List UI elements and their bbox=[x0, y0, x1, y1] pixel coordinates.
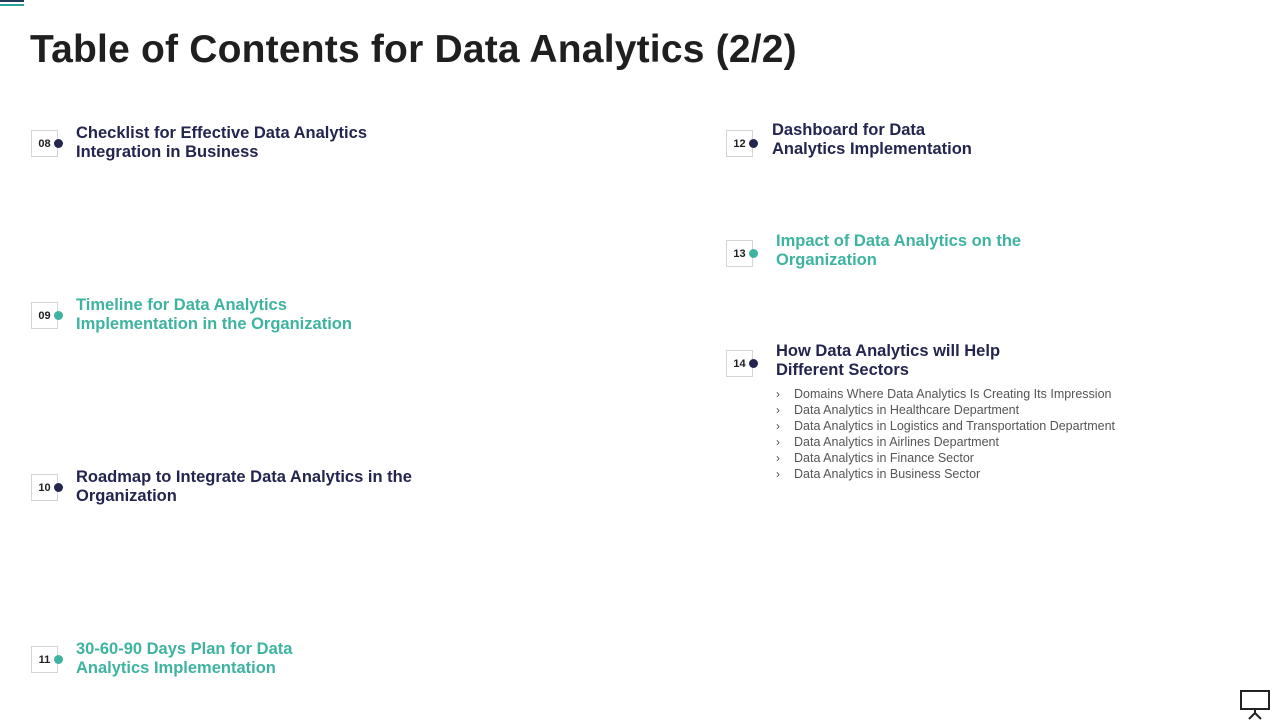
toc-dot bbox=[749, 139, 758, 148]
toc-label-line1: How Data Analytics will Help bbox=[776, 342, 1001, 360]
toc-label-line2: Implementation in the Organization bbox=[76, 315, 352, 333]
chevron-right-icon: › bbox=[776, 435, 780, 449]
toc-dot bbox=[749, 249, 758, 258]
sub-item-label: Data Analytics in Airlines Department bbox=[794, 435, 999, 449]
toc-dot bbox=[54, 483, 63, 492]
sub-item-label: Data Analytics in Logistics and Transportation Department bbox=[794, 419, 1116, 433]
toc-label-line2: Analytics Implementation bbox=[772, 140, 972, 158]
toc-label bbox=[776, 342, 1000, 380]
sub-item-label: Domains Where Data Analytics Is Creating Its Impression bbox=[794, 387, 1112, 401]
toc-dot bbox=[54, 311, 63, 320]
presentation-screen-icon[interactable] bbox=[1239, 688, 1271, 720]
toc-label-line1: Dashboard for Data bbox=[772, 121, 926, 139]
sub-item[interactable] bbox=[776, 418, 1115, 434]
toc-label bbox=[76, 468, 412, 506]
toc-14-subitems bbox=[776, 386, 1115, 482]
chevron-right-icon: › bbox=[776, 467, 780, 481]
toc-number-box: 12 bbox=[726, 130, 753, 157]
sub-item-label: Data Analytics in Business Sector bbox=[794, 467, 981, 481]
toc-number-box: 13 bbox=[726, 240, 753, 267]
toc-label bbox=[776, 232, 1021, 270]
toc-label bbox=[772, 121, 972, 159]
toc-label-line2: Analytics Implementation bbox=[76, 659, 276, 677]
chevron-right-icon: › bbox=[776, 451, 780, 465]
toc-dot bbox=[54, 139, 63, 148]
toc-number-box: 09 bbox=[31, 302, 58, 329]
toc-label-line1: Impact of Data Analytics on the bbox=[776, 232, 1022, 250]
page-title: Table of Contents for Data Analytics (2/2) bbox=[30, 28, 797, 71]
toc-label bbox=[76, 640, 292, 678]
toc-dot bbox=[54, 655, 63, 664]
toc-label-line1: Roadmap to Integrate Data Analytics in the bbox=[76, 468, 412, 486]
sub-item[interactable] bbox=[776, 402, 1115, 418]
toc-number-box: 14 bbox=[726, 350, 753, 377]
toc-label bbox=[76, 124, 367, 162]
chevron-right-icon: › bbox=[776, 419, 780, 433]
toc-label-line2: Organization bbox=[776, 251, 877, 269]
sub-item[interactable] bbox=[776, 466, 1115, 482]
corner-accent-line-dark bbox=[0, 0, 24, 2]
corner-accent bbox=[0, 0, 24, 6]
toc-number-box: 11 bbox=[31, 646, 58, 673]
chevron-right-icon: › bbox=[776, 403, 780, 417]
toc-label-line1: Timeline for Data Analytics bbox=[76, 296, 287, 314]
toc-label bbox=[76, 296, 352, 334]
toc-dot bbox=[749, 359, 758, 368]
toc-number-box: 10 bbox=[31, 474, 58, 501]
sub-item-label: Data Analytics in Healthcare Department bbox=[794, 403, 1020, 417]
sub-item[interactable] bbox=[776, 450, 1115, 466]
corner-accent-line-teal bbox=[0, 4, 24, 6]
toc-label-line2: Organization bbox=[76, 487, 177, 505]
toc-label-line2: Integration in Business bbox=[76, 143, 259, 161]
sub-item-label: Data Analytics in Finance Sector bbox=[794, 451, 974, 465]
toc-number-box: 08 bbox=[31, 130, 58, 157]
sub-item[interactable] bbox=[776, 434, 1115, 450]
toc-label-line1: 30-60-90 Days Plan for Data bbox=[76, 640, 293, 658]
sub-item[interactable] bbox=[776, 386, 1115, 402]
chevron-right-icon: › bbox=[776, 387, 780, 401]
toc-label-line2: Different Sectors bbox=[776, 361, 909, 379]
toc-label-line1: Checklist for Effective Data Analytics bbox=[76, 124, 367, 142]
